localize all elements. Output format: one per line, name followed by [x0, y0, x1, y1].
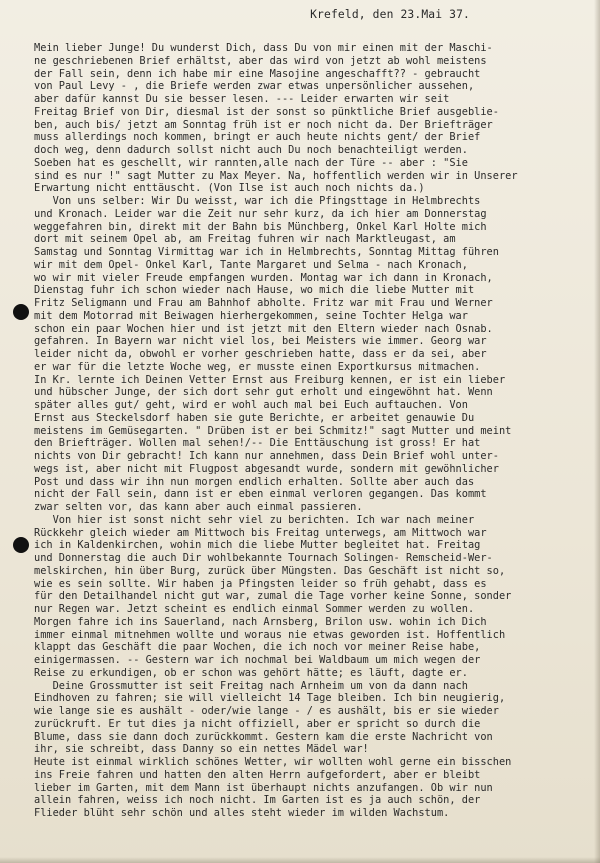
letter-line: Rückkehr gleich wieder am Mittwoch bis Freitag unterwegs, am Mittwoch war: [34, 526, 487, 539]
punch-hole-icon: [13, 537, 29, 553]
letter-line: ins Freie fahren und hatten den alten Herrn aufgefordert, aber er bleibt: [34, 768, 481, 781]
letter-line: weggefahren bin, direkt mit der Bahn bis Münchberg, Onkel Karl Holte mich: [34, 220, 487, 233]
letter-line: ben, auch bis/ jetzt am Sonntag früh ist er noch nicht da. Der Briefträger: [34, 118, 493, 131]
letter-line: ich in Kaldenkirchen, wohin mich die liebe Mutter begleitet hat. Freitag: [34, 539, 481, 552]
letter-line: von Paul Levy - , die Briefe werden zwar etwas unpersönlicher aussehen,: [34, 80, 475, 93]
letter-line: Dienstag fuhr ich schon wieder nach Hause, wo mich die liebe Mutter mit: [34, 284, 475, 297]
letter-line: aber dafür kannst Du sie besser lesen. --- Leider erwarten wir seit: [34, 93, 450, 105]
letter-line: Mein lieber Junge! Du wunderst Dich, dass Du von mir einen mit der Maschi-: [34, 42, 493, 54]
letter-line: allein fahren, weiss ich noch nicht. Im Garten ist es ja auch schön, der: [34, 794, 481, 807]
letter-line: lieber im Garten, mit dem Mann ist überhaupt nichts anzufangen. Ob wir nun: [34, 781, 493, 794]
letter-line: Eindhoven zu fahren; sie will vielleicht 14 Tage bleiben. Ich bin neugierig,: [34, 692, 506, 705]
letter-line: Samstag und Sonntag Virmittag war ich in Helmbrechts, Sonntag Mittag führen: [34, 246, 499, 258]
letter-line: für den Detailhandel nicht gut war, zumal die Tage vorher keine Sonne, sonder: [34, 590, 512, 603]
letter-line: In Kr. lernte ich Deinen Vetter Ernst aus Freiburg kennen, er ist ein lieber: [34, 373, 506, 386]
letter-line: ihr, sie schreibt, dass Danny so ein nettes Mädel war!: [34, 743, 369, 756]
letter-line: später alles gut/ geht, wird er wohl auch mal bei Euch auftauchen. Von: [34, 399, 468, 411]
letter-line: den Briefträger. Wollen mal sehen!/-- Die Enttäuschung ist gross! Er hat: [34, 437, 481, 450]
letter-line: Ernst aus Steckelsdorf haben sie gute Berichte, er arbeitet genauwie Du: [34, 411, 475, 424]
letter-line: melskirchen, hin über Burg, zurück über Müngsten. Das Geschäft ist nicht so,: [34, 564, 506, 577]
letter-line: schon ein paar Wochen hier und ist jetzt mit den Eltern wieder nach Osnab.: [34, 322, 493, 335]
letter-line: sind es nur !" sagt Mutter zu Max Meyer. Na, hoffentlich werden wir in Unserer: [34, 169, 518, 182]
letter-line: doch weg, denn dadurch sollst nicht auch Du noch benachteiligt werden.: [34, 144, 468, 156]
letter-dateline: Krefeld, den 23.Mai 37.: [310, 8, 470, 21]
letter-line: Morgen fahre ich ins Sauerland, nach Arnsberg, Brilon usw. wohin ich Dich: [34, 615, 487, 628]
letter-line: und Donnerstag die auch Dir wohlbekannte Tournach Solingen- Remscheid-Wer-: [34, 552, 493, 564]
letter-line: nicht der Fall sein, dann ist er eben einmal verloren gegangen. Das kommt: [34, 488, 487, 501]
letter-line: dort mit seinem Opel ab, am Freitag fuhren wir nach Marktleugast, am: [34, 233, 456, 246]
letter-line: wie lange sie es aushält - oder/wie lange - / es aushält, bis er sie wieder: [34, 705, 499, 717]
letter-line: Post und dass wir ihn nun morgen endlich erhalten. Sollte aber auch das: [34, 475, 475, 488]
letter-line: wo wir mit vieler Freude empfangen wurden. Montag war ich dann in Kronach,: [34, 271, 493, 284]
letter-line: nichts von Dir gebracht! Ich kann nur annehmen, dass Dein Brief wohl unter-: [34, 450, 499, 462]
letter-line: einigermassen. -- Gestern war ich nochmal bei Waldbaum um mich wegen der: [34, 654, 481, 666]
letter-line: Von hier ist sonst nicht sehr viel zu berichten. Ich war nach meiner: [34, 513, 475, 526]
letter-line: gefahren. In Bayern war nicht viel los, bei Meisters wie immer. Georg war: [34, 335, 487, 348]
letter-line: wie es sein sollte. Wir haben ja Pfingsten leider so früh gehabt, dass es: [34, 577, 487, 590]
punch-hole-icon: [13, 304, 29, 320]
letter-line: muss allerdings noch kommen, bringt er auch heute nichts gent/ der Brief: [34, 131, 481, 144]
letter-line: zwar selten vor, das kann aber auch einmal passieren.: [34, 501, 363, 513]
letter-line: mit dem Motorrad mit Beiwagen hierhergekommen, seine Tochter Helga war: [34, 309, 468, 322]
letter-line: nur Regen war. Jetzt scheint es endlich einmal Sommer werden zu wollen.: [34, 603, 475, 615]
letter-line: wir mit dem Opel- Onkel Karl, Tante Margaret und Selma - nach Kronach,: [34, 258, 468, 271]
letter-line: klappt das Geschäft die paar Wochen, die ich noch vor meiner Reise habe,: [34, 641, 481, 654]
letter-line: Soeben hat es geschellt, wir rannten,alle nach der Türe -- aber : "Sie: [34, 156, 468, 169]
letter-line: Reise zu erkundigen, ob er schon was gehört hätte; es läuft, dagte er.: [34, 666, 468, 679]
letter-line: meistens im Gemüsegarten. " Drüben ist er bei Schmitz!" sagt Mutter und meint: [34, 424, 512, 437]
letter-line: Erwartung nicht enttäuscht. (Von Ilse ist auch noch nichts da.): [34, 182, 425, 195]
letter-line: Flieder blüht sehr schön und alles steht wieder im wilden Wachstum.: [34, 807, 450, 819]
letter-line: Blume, dass sie dann doch zurückkommt. Gestern kam die erste Nachricht von: [34, 730, 493, 743]
letter-line: leider nicht da, obwohl er vorher geschrieben hatte, dass er da sei, aber: [34, 348, 487, 360]
letter-line: er war für die letzte Woche weg, er musste einen Exportkursus mitmachen.: [34, 360, 481, 373]
letter-line: immer einmal mitnehmen wollte und woraus nie etwas geworden ist. Hoffentlich: [34, 628, 506, 641]
paper-edge-shadow: [0, 857, 600, 863]
letter-line: Heute ist einmal wirklich schönes Wetter, wir wollten wohl gerne ein bisschen: [34, 756, 512, 768]
letter-line: Von uns selber: Wir Du weisst, war ich die Pfingsttage in Helmbrechts: [34, 195, 481, 207]
letter-line: wegs ist, aber nicht mit Flugpost abgesandt wurde, sondern mit gewöhnlicher: [34, 462, 499, 475]
letter-line: und Kronach. Leider war die Zeit nur sehr kurz, da ich hier am Donnerstag: [34, 207, 487, 220]
letter-line: der Fall sein, denn ich habe mir eine Masojine angeschafft?? - gebraucht: [34, 67, 481, 80]
letter-line: zurückruft. Er tut dies ja nicht offiziell, aber er spricht so durch die: [34, 717, 481, 730]
letter-line: und hübscher Junge, der sich dort sehr gut erholt und eingewöhnt hat. Wenn: [34, 386, 493, 399]
letter-line: Fritz Seligmann und Frau am Bahnhof abholte. Fritz war mit Frau und Werner: [34, 297, 493, 309]
letter-body: [34, 42, 596, 820]
letter-line: ne geschriebenen Brief erhältst, aber das wird von jetzt ab wohl meistens: [34, 54, 487, 67]
letter-line: Deine Grossmutter ist seit Freitag nach Arnheim um von da dann nach: [34, 679, 468, 692]
letter-line: Freitag Brief von Dir, diesmal ist der sonst so pünktliche Brief ausgeblie-: [34, 105, 499, 118]
